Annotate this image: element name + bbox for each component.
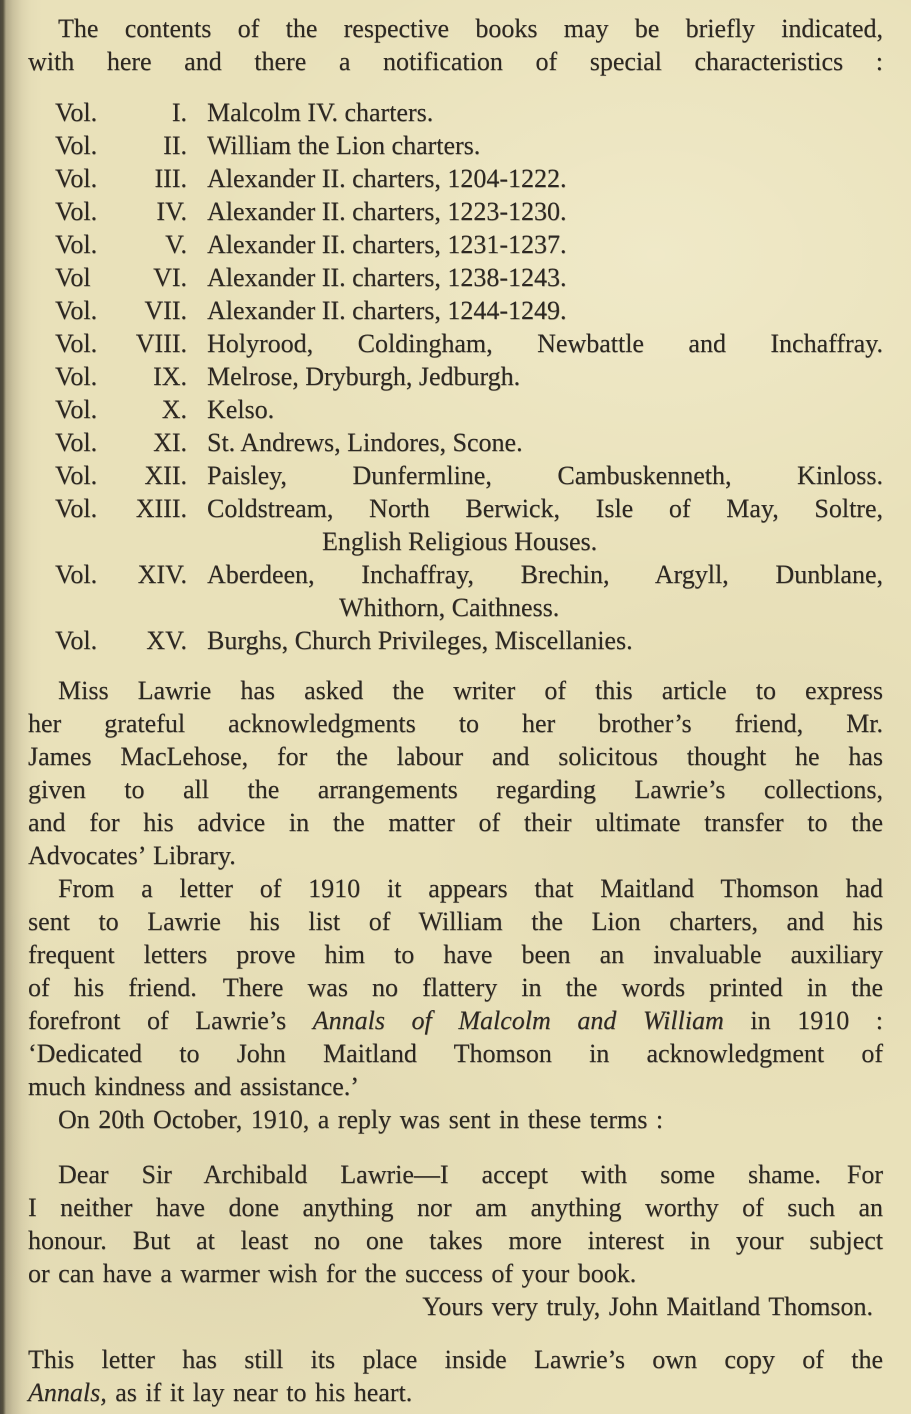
text-line: ‘Dedicated to John Maitland Thomson in acknowledgment of xyxy=(28,1039,883,1068)
text-line: The contents of the respective books may be briefly indicated, xyxy=(58,14,883,43)
volume-label: Vol. xyxy=(55,197,98,226)
book-title-italic: Annals of Malcolm and William xyxy=(312,1006,724,1035)
text-line: This letter has still its place inside Lawrie’s own copy of the xyxy=(28,1345,883,1374)
volume-description: Paisley, Dunfermline, Cambuskenneth, Kinloss. xyxy=(207,461,883,490)
volume-numeral: IX. xyxy=(153,362,187,391)
volume-numeral: III. xyxy=(154,164,187,193)
text-line: frequent letters prove him to have been an invaluable auxiliary xyxy=(28,940,883,969)
book-title-italic: Annals, xyxy=(28,1378,107,1407)
volume-numeral: VIII. xyxy=(135,329,187,358)
volume-row xyxy=(55,294,883,327)
volume-label: Vol. xyxy=(55,494,98,523)
text-line: Dear Sir Archibald Lawrie—I accept with some shame. For xyxy=(58,1160,883,1189)
volume-row xyxy=(55,96,883,129)
volume-numeral: XV. xyxy=(146,626,187,655)
volume-numeral: V. xyxy=(165,230,187,259)
volume-row xyxy=(55,393,883,426)
text-line: Miss Lawrie has asked the writer of this article to express xyxy=(58,676,883,705)
volume-numeral: VII. xyxy=(144,296,187,325)
volume-row xyxy=(55,492,883,525)
text-line: On 20th October, 1910, a reply was sent in these terms : xyxy=(58,1105,664,1134)
volume-label: Vol. xyxy=(55,296,98,325)
volume-description: Kelso. xyxy=(207,395,275,424)
volume-label: Vol. xyxy=(55,329,98,358)
volume-description: Holyrood, Coldingham, Newbattle and Inchaffray. xyxy=(207,329,883,358)
volume-description: Alexander II. charters, 1244-1249. xyxy=(207,296,567,325)
volume-description: Alexander II. charters, 1238-1243. xyxy=(207,263,567,292)
text-line xyxy=(28,1004,883,1037)
volume-numeral: VI. xyxy=(153,263,187,292)
volume-row xyxy=(55,426,883,459)
volume-description-continuation: English Religious Houses. xyxy=(322,527,598,556)
volume-description: St. Andrews, Lindores, Scone. xyxy=(207,428,523,457)
volume-description: Alexander II. charters, 1223-1230. xyxy=(207,197,567,226)
volume-label: Vol. xyxy=(55,560,98,589)
volume-row xyxy=(55,228,883,261)
volume-description: Alexander II. charters, 1204-1222. xyxy=(207,164,567,193)
text-segment: forefront of Lawrie’s xyxy=(28,1006,313,1035)
volume-label: Vol. xyxy=(55,131,98,160)
volume-row xyxy=(55,360,883,393)
text-segment: as if it lay near to his heart. xyxy=(106,1378,413,1407)
volume-description: Coldstream, North Berwick, Isle of May, Soltre, xyxy=(207,494,883,523)
text-line: Advocates’ Library. xyxy=(28,841,236,870)
volume-row xyxy=(55,261,883,294)
text-segment: in 1910 : xyxy=(723,1006,884,1035)
letter-quotation xyxy=(28,1158,883,1323)
volume-label: Vol xyxy=(55,263,91,292)
volume-label: Vol. xyxy=(55,626,98,655)
text-line: From a letter of 1910 it appears that Maitland Thomson had xyxy=(58,874,883,903)
volume-label: Vol. xyxy=(55,461,98,490)
text-line: given to all the arrangements regarding Lawrie’s collections, xyxy=(28,775,883,804)
volume-numeral: XIV. xyxy=(137,560,187,589)
text-line: of his friend. There was no flattery in the words printed in the xyxy=(28,973,883,1002)
text-line: I neither have done anything nor am anything worthy of such an xyxy=(28,1193,883,1222)
volume-numeral: I. xyxy=(171,98,187,127)
volume-list xyxy=(28,96,883,657)
letter-signature: Yours very truly, John Maitland Thomson. xyxy=(422,1292,873,1321)
volume-numeral: XIII. xyxy=(135,494,187,523)
volume-numeral: IV. xyxy=(156,197,187,226)
volume-numeral: XI. xyxy=(153,428,187,457)
acknowledgments-paragraph xyxy=(28,674,883,872)
volume-description: Aberdeen, Inchaffray, Brechin, Argyll, Dunblane, xyxy=(207,560,883,589)
volume-label: Vol. xyxy=(55,395,98,424)
volume-row xyxy=(55,459,883,492)
text-line xyxy=(28,1376,883,1409)
text-line: honour. But at least no one takes more interest in your subject xyxy=(28,1226,883,1255)
volume-row xyxy=(55,558,883,591)
volume-label: Vol. xyxy=(55,164,98,193)
volume-description: Melrose, Dryburgh, Jedburgh. xyxy=(207,362,521,391)
volume-row xyxy=(55,162,883,195)
volume-label: Vol. xyxy=(55,98,98,127)
text-line: her grateful acknowledgments to her brother’s friend, Mr. xyxy=(28,709,883,738)
closing-paragraph xyxy=(28,1343,883,1409)
volume-numeral: XII. xyxy=(144,461,187,490)
volume-row xyxy=(55,624,883,657)
volume-description-continuation: Whithorn, Caithness. xyxy=(339,593,560,622)
volume-label: Vol. xyxy=(55,230,98,259)
volume-description: William the Lion charters. xyxy=(207,131,481,160)
volume-description: Alexander II. charters, 1231-1237. xyxy=(207,230,567,259)
volume-row xyxy=(55,195,883,228)
text-line: and for his advice in the matter of their ultimate transfer to the xyxy=(28,808,883,837)
volume-row xyxy=(55,327,883,360)
text-line: James MacLehose, for the labour and solicitous thought he has xyxy=(28,742,883,771)
volume-numeral: II. xyxy=(163,131,187,160)
intro-paragraph xyxy=(28,12,883,78)
text-line: with here and there a notification of special characteristics : xyxy=(28,47,883,76)
text-line: much kindness and assistance.’ xyxy=(28,1072,359,1101)
reply-intro-paragraph xyxy=(28,1103,883,1136)
volume-label: Vol. xyxy=(55,428,98,457)
volume-row xyxy=(55,129,883,162)
volume-label: Vol. xyxy=(55,362,98,391)
text-line: or can have a warmer wish for the success of your book. xyxy=(28,1259,637,1288)
volume-numeral: X. xyxy=(161,395,187,424)
volume-description: Burghs, Church Privileges, Miscellanies. xyxy=(207,626,633,655)
text-line: sent to Lawrie his list of William the Lion charters, and his xyxy=(28,907,883,936)
volume-description: Malcolm IV. charters. xyxy=(207,98,434,127)
letter-of-1910-paragraph xyxy=(28,872,883,1103)
